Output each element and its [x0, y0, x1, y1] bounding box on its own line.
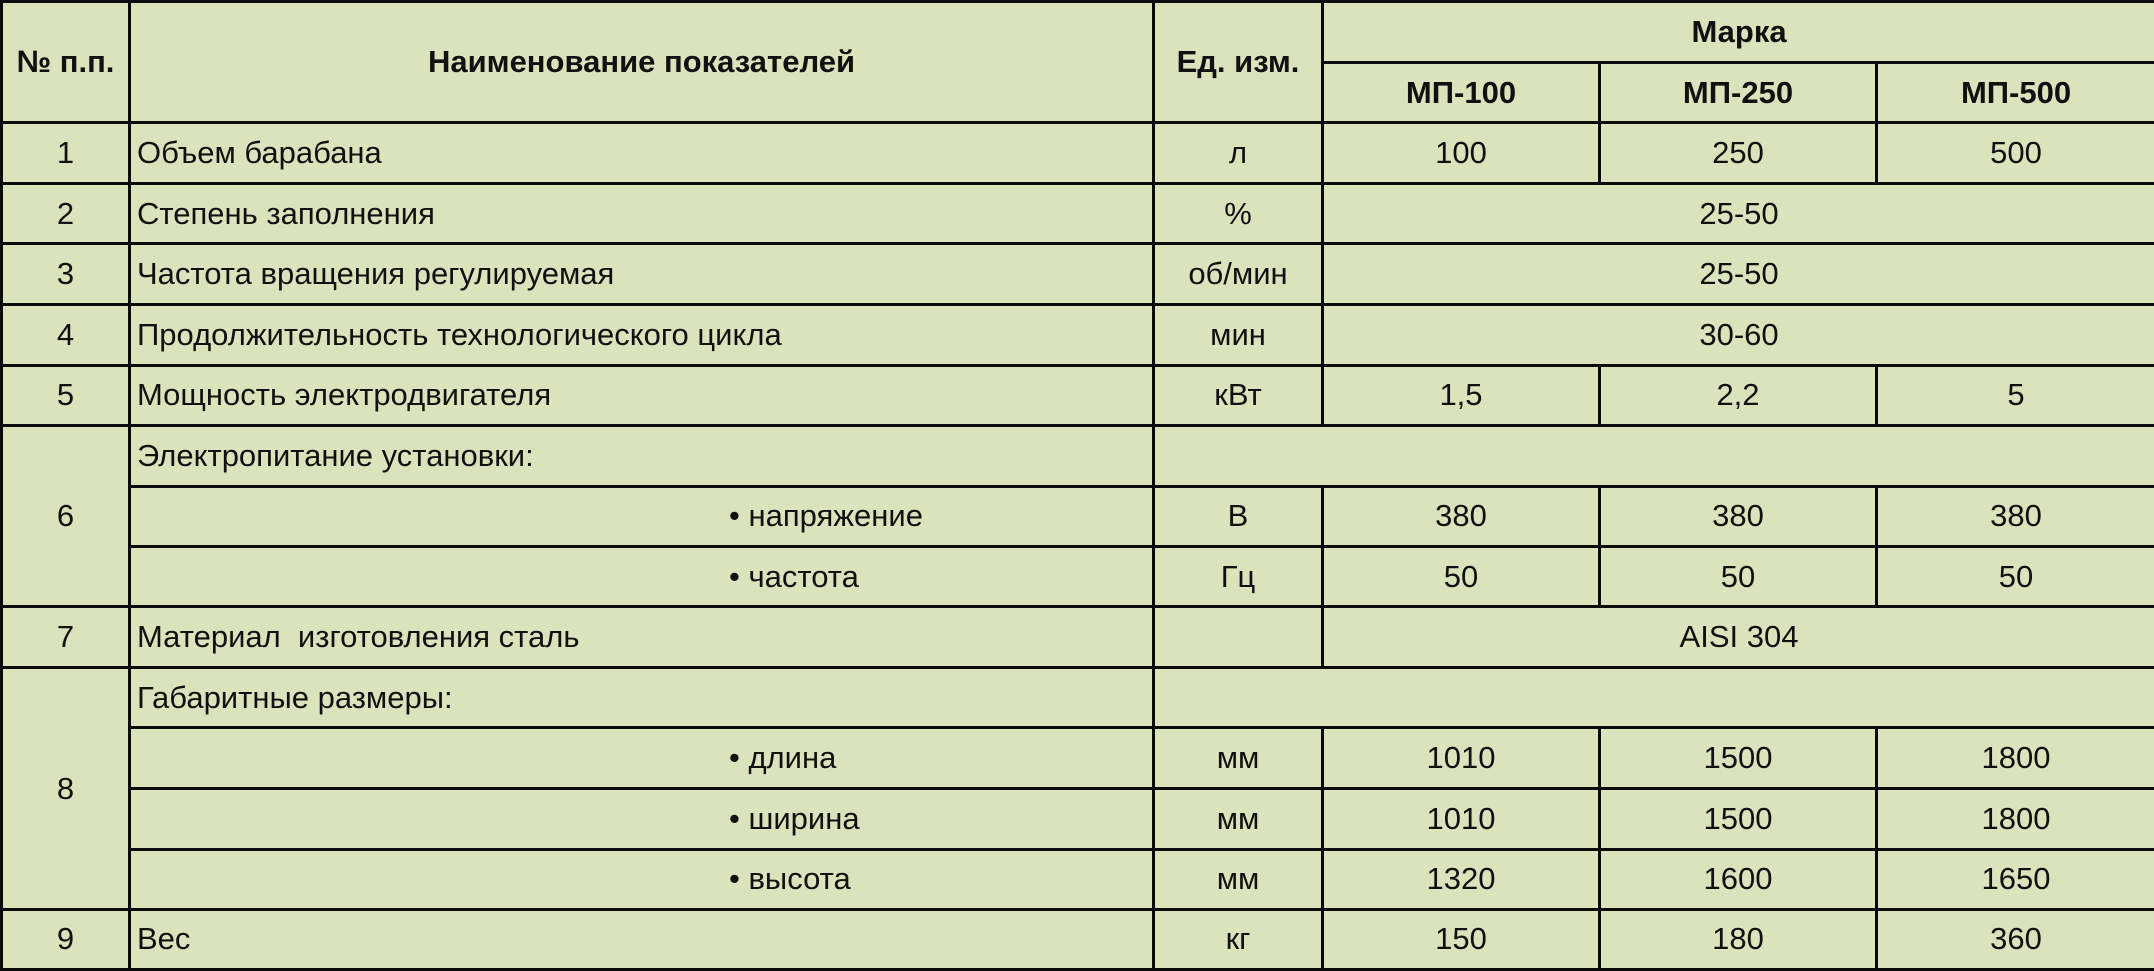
row-name: Материал изготовления сталь [130, 607, 1154, 668]
header-num: № п.п. [2, 2, 130, 123]
row-empty-cell [1154, 668, 2154, 728]
header-unit: Ед. изм. [1154, 2, 1323, 123]
subrow-name: • длина [130, 728, 1154, 788]
row-num: 4 [2, 304, 130, 365]
header-name: Наименование показателей [130, 2, 1154, 123]
row-unit [1154, 607, 1323, 668]
subrow-value: 1500 [1600, 728, 1877, 788]
subrow-value: 1800 [1877, 788, 2154, 849]
row-unit: мин [1154, 304, 1323, 365]
header-model-mp100: МП-100 [1323, 63, 1600, 123]
subrow-value: 1600 [1600, 849, 1877, 909]
row-value: 2,2 [1600, 365, 1877, 425]
row-name: Степень заполнения [130, 184, 1154, 244]
row-num: 1 [2, 123, 130, 184]
row-unit: кг [1154, 909, 1323, 969]
row-num: 5 [2, 365, 130, 425]
row-merged-value: 25-50 [1323, 244, 2154, 304]
subrow-value: 380 [1877, 486, 2154, 546]
row-empty-cell [1154, 425, 2154, 486]
table-row [2, 184, 2154, 244]
row-name: Продолжительность технологического цикла [130, 304, 1154, 365]
subrow-value: 1500 [1600, 788, 1877, 849]
table-row [2, 365, 2154, 425]
subrow-unit: В [1154, 486, 1323, 546]
row-unit: % [1154, 184, 1323, 244]
subrow-unit: мм [1154, 728, 1323, 788]
table-subrow [2, 486, 2154, 546]
table-row [2, 304, 2154, 365]
table-row [2, 909, 2154, 969]
header-model-mp250: МП-250 [1600, 63, 1877, 123]
row-value: 100 [1323, 123, 1600, 184]
row-name: Объем барабана [130, 123, 1154, 184]
row-value: 150 [1323, 909, 1600, 969]
row-num: 2 [2, 184, 130, 244]
subrow-unit: мм [1154, 788, 1323, 849]
subrow-name: • ширина [130, 788, 1154, 849]
row-value: 180 [1600, 909, 1877, 969]
table-row [2, 425, 2154, 486]
table-subrow [2, 788, 2154, 849]
subrow-value: 1010 [1323, 788, 1600, 849]
row-value: 500 [1877, 123, 2154, 184]
subrow-value: 380 [1323, 486, 1600, 546]
row-name: Габаритные размеры: [130, 668, 1154, 728]
row-name: Вес [130, 909, 1154, 969]
row-name: Электропитание установки: [130, 425, 1154, 486]
table-row [2, 668, 2154, 728]
subrow-value: 50 [1600, 547, 1877, 607]
subrow-value: 380 [1600, 486, 1877, 546]
row-num: 8 [2, 668, 130, 909]
subrow-name: • напряжение [130, 486, 1154, 546]
row-value: 360 [1877, 909, 2154, 969]
row-merged-value: 30-60 [1323, 304, 2154, 365]
header-brand: Марка [1323, 2, 2154, 63]
table-row [2, 123, 2154, 184]
row-name: Мощность электродвигателя [130, 365, 1154, 425]
row-num: 7 [2, 607, 130, 668]
table-subrow [2, 728, 2154, 788]
row-name: Частота вращения регулируемая [130, 244, 1154, 304]
subrow-name: • высота [130, 849, 1154, 909]
subrow-value: 50 [1877, 547, 2154, 607]
subrow-value: 1010 [1323, 728, 1600, 788]
subrow-value: 1320 [1323, 849, 1600, 909]
header-model-mp500: МП-500 [1877, 63, 2154, 123]
subrow-name: • частота [130, 547, 1154, 607]
row-num: 6 [2, 425, 130, 606]
row-value: 1,5 [1323, 365, 1600, 425]
row-num: 9 [2, 909, 130, 969]
subrow-unit: Гц [1154, 547, 1323, 607]
subrow-value: 1800 [1877, 728, 2154, 788]
row-value: 5 [1877, 365, 2154, 425]
row-merged-value: AISI 304 [1323, 607, 2154, 668]
table-subrow [2, 547, 2154, 607]
row-unit: об/мин [1154, 244, 1323, 304]
row-unit: л [1154, 123, 1323, 184]
row-unit: кВт [1154, 365, 1323, 425]
subrow-unit: мм [1154, 849, 1323, 909]
subrow-value: 50 [1323, 547, 1600, 607]
row-merged-value: 25-50 [1323, 184, 2154, 244]
row-num: 3 [2, 244, 130, 304]
subrow-value: 1650 [1877, 849, 2154, 909]
table-row [2, 607, 2154, 668]
table-subrow [2, 849, 2154, 909]
table-row [2, 244, 2154, 304]
row-value: 250 [1600, 123, 1877, 184]
